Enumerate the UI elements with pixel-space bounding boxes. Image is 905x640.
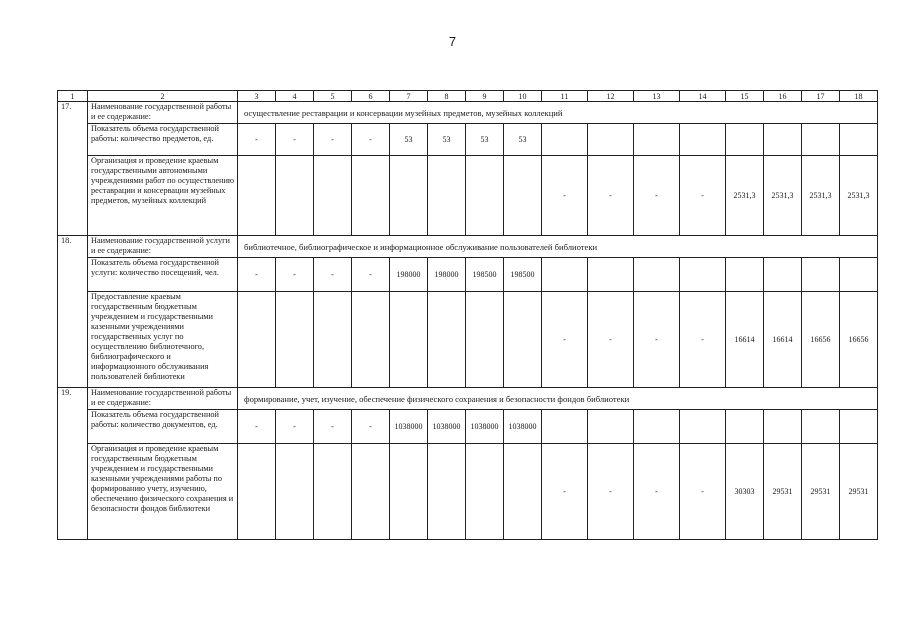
indicator-value: 198500 [466,258,504,292]
indicator-value [840,124,878,156]
funding-value: - [680,444,726,540]
funding-value [466,156,504,236]
section-number: 17. [58,102,88,236]
funding-value [504,156,542,236]
indicator-value: 1038000 [428,410,466,444]
funding-value: - [542,444,588,540]
funding-value [352,292,390,388]
indicator-value [802,410,840,444]
indicator-value: - [238,124,276,156]
indicator-value: - [238,258,276,292]
indicator-value: - [352,410,390,444]
indicator-value [726,124,764,156]
section-content: библиотечное, библиографическое и информационное обслуживание пользователей библиотеки [238,236,878,258]
section-content: осуществление реставрации и консервации музейных предметов, музейных коллекций [238,102,878,124]
funding-value: 2531,3 [726,156,764,236]
header-cell: 7 [390,91,428,102]
funding-value: - [542,156,588,236]
indicator-label: Показатель объема государственной работы: количество документов, ед. [88,410,238,444]
indicator-value: 53 [466,124,504,156]
funding-value: 29531 [764,444,802,540]
indicator-value: - [276,410,314,444]
funding-value: - [588,444,634,540]
indicator-value [634,124,680,156]
funding-value [390,156,428,236]
indicator-value: 198500 [504,258,542,292]
header-cell: 15 [726,91,764,102]
header-cell: 9 [466,91,504,102]
funding-value: 16614 [764,292,802,388]
indicator-value: 53 [428,124,466,156]
funding-value: - [542,292,588,388]
indicator-value [588,124,634,156]
funding-value [428,156,466,236]
indicator-value [764,258,802,292]
indicator-value [588,258,634,292]
funding-value [314,156,352,236]
funding-value: 2531,3 [764,156,802,236]
indicator-value: 1038000 [504,410,542,444]
indicator-value: - [314,124,352,156]
indicator-value: - [352,258,390,292]
section-title-row [58,236,878,258]
indicator-label: Показатель объема государственной услуги: количество посещений, чел. [88,258,238,292]
funding-value: 2531,3 [802,156,840,236]
indicator-value [802,258,840,292]
funding-row [58,444,878,540]
indicator-value: 198000 [390,258,428,292]
section-content: формирование, учет, изучение, обеспечение физического сохранения и безопасности фондов библиотеки [238,388,878,410]
funding-value: - [634,156,680,236]
indicator-row [58,258,878,292]
indicator-value [542,124,588,156]
funding-value [276,444,314,540]
indicator-value [680,124,726,156]
page-number: 7 [448,34,457,49]
funding-value: 29531 [802,444,840,540]
funding-value [428,292,466,388]
funding-value [390,292,428,388]
header-cell: 2 [88,91,238,102]
section-title-row [58,102,878,124]
indicator-value: 1038000 [466,410,504,444]
indicator-label: Показатель объема государственной работы: количество предметов, ед. [88,124,238,156]
funding-value [238,444,276,540]
indicator-value [542,410,588,444]
funding-value: - [680,292,726,388]
indicator-value: - [314,410,352,444]
indicator-value [680,258,726,292]
header-row [58,91,878,102]
header-cell: 16 [764,91,802,102]
funding-value [314,292,352,388]
indicator-value [634,258,680,292]
budget-table [57,90,878,540]
section-title-row [58,388,878,410]
indicator-value: 198000 [428,258,466,292]
section-title-label: Наименование государственной работы и ее содержание: [88,102,238,124]
section-number: 19. [58,388,88,540]
indicator-value [840,410,878,444]
indicator-value: - [314,258,352,292]
funding-value: 16656 [840,292,878,388]
indicator-value [634,410,680,444]
funding-value [352,156,390,236]
header-cell: 11 [542,91,588,102]
funding-value: - [588,156,634,236]
funding-value [276,292,314,388]
funding-value: 2531,3 [840,156,878,236]
section-title-label: Наименование государственной работы и ее содержание: [88,388,238,410]
funding-row [58,156,878,236]
header-cell: 10 [504,91,542,102]
indicator-value: - [352,124,390,156]
indicator-value: 53 [504,124,542,156]
indicator-row [58,410,878,444]
indicator-value [764,410,802,444]
section-title-label: Наименование государственной услуги и ее содержание: [88,236,238,258]
funding-value: - [634,292,680,388]
funding-value: - [588,292,634,388]
table-body [58,91,878,540]
indicator-value [726,410,764,444]
funding-label: Организация и проведение краевым государственным бюджетным учреждением и государственными казенными учреждениями работы по формированию учету, изучению, обеспечению физического сохранения и безопасности фондов библиотеки [88,444,238,540]
funding-value: 29531 [840,444,878,540]
indicator-value [802,124,840,156]
header-cell: 5 [314,91,352,102]
indicator-value: - [276,258,314,292]
indicator-value [542,258,588,292]
funding-value [428,444,466,540]
funding-value [504,292,542,388]
funding-value [238,292,276,388]
indicator-value: 53 [390,124,428,156]
indicator-value [680,410,726,444]
header-cell: 14 [680,91,726,102]
funding-label: Предоставление краевым государственным бюджетным учреждением и государственными казенными учреждениями государственных услуг по осуществлению библиотечного, библиографического и информационного обслуживания пользователей библиотеки [88,292,238,388]
indicator-value [588,410,634,444]
funding-value [276,156,314,236]
header-cell: 4 [276,91,314,102]
funding-value [352,444,390,540]
section-number: 18. [58,236,88,388]
funding-value [238,156,276,236]
funding-value [466,292,504,388]
funding-value: - [680,156,726,236]
funding-row [58,292,878,388]
indicator-value: - [276,124,314,156]
funding-value [390,444,428,540]
indicator-row [58,124,878,156]
header-cell: 13 [634,91,680,102]
header-cell: 12 [588,91,634,102]
header-cell: 6 [352,91,390,102]
indicator-value [764,124,802,156]
funding-value [504,444,542,540]
header-cell: 18 [840,91,878,102]
indicator-value: 1038000 [390,410,428,444]
header-cell: 1 [58,91,88,102]
funding-value: 30303 [726,444,764,540]
indicator-value: - [238,410,276,444]
indicator-value [726,258,764,292]
header-cell: 3 [238,91,276,102]
funding-value [314,444,352,540]
funding-value [466,444,504,540]
indicator-value [840,258,878,292]
funding-label: Организация и проведение краевым государственными автономными учреждениями работ по осуществлению реставрации и консервации музейных предметов, музейных коллекций [88,156,238,236]
funding-value: 16656 [802,292,840,388]
funding-value: - [634,444,680,540]
header-cell: 17 [802,91,840,102]
header-cell: 8 [428,91,466,102]
funding-value: 16614 [726,292,764,388]
